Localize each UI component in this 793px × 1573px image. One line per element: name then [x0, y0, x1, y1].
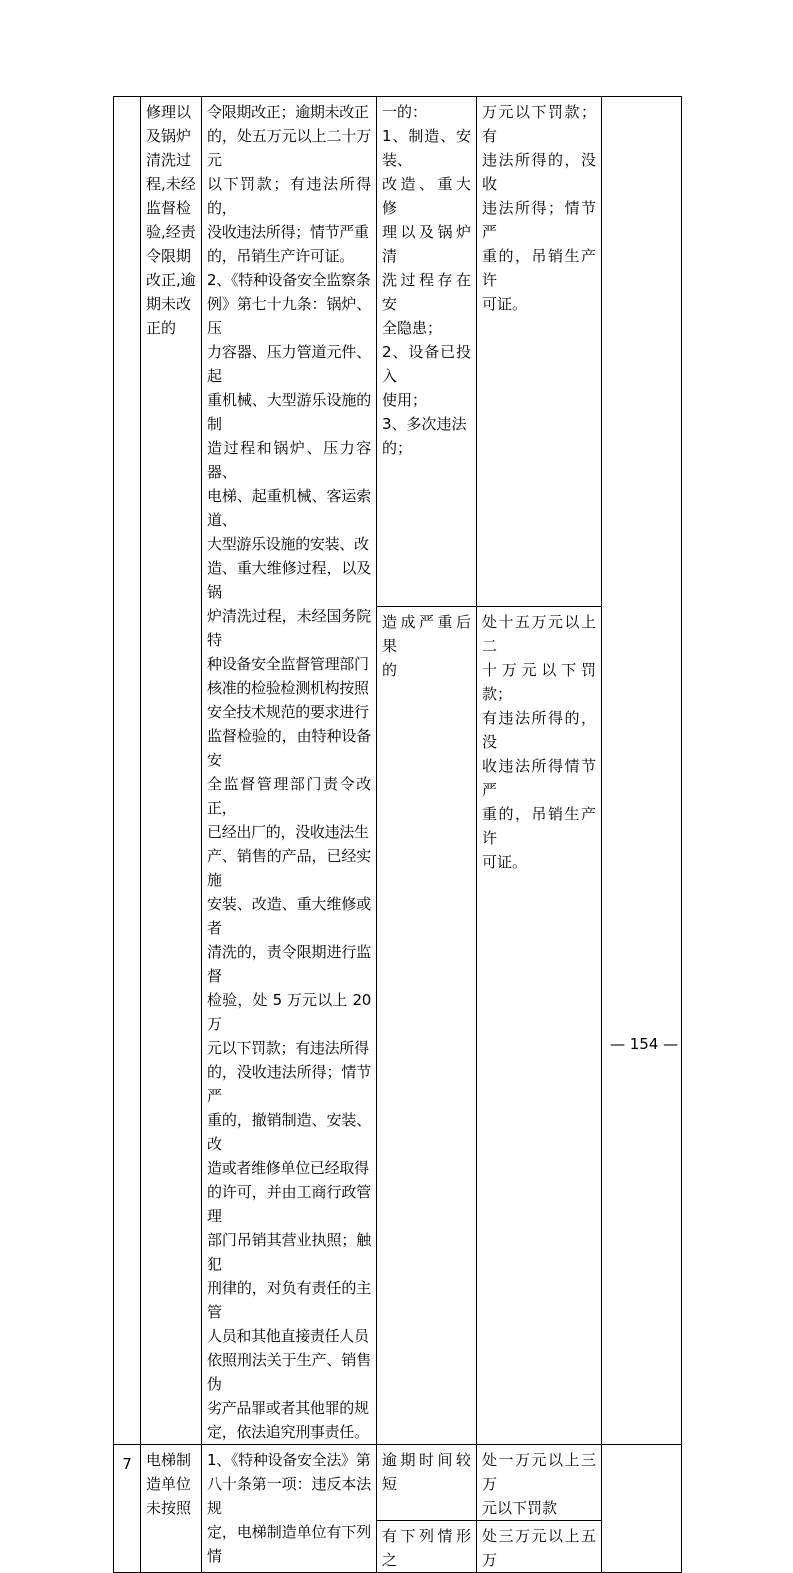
violation-item-cell: 电梯制 造单位 未按照 [141, 1445, 202, 1573]
page-number: — 154 — [610, 1035, 679, 1053]
table-row [114, 1445, 682, 1521]
legal-basis-cell: 令限期改正；逾期未改正 的，处五万元以上二十万元 以下罚款；有违法所得的， 没收违法所得；情节严重 的，吊销生产许可证。 2、《特种设备安全监察条 例》第七十九条：锅炉、压 力容器、压力管道元件、起 重机械、大型游乐设施的制 造过程和锅炉、压力容器、 电梯、起重机械、客运索道、 大型游乐设施的安装、改 造、重大维修过程，以及锅 炉清洗过程，未经国务院特 种设备安全监督管理部门 核准的检验检测机构按照 安全技术规范的要求进行 监督检验的，由特种设备安 全监督管理部门责令改正， 已经出厂的，没收违法生 产、销售的产品，已经实施 安装、改造、重大维修或者 清洗的，责令限期进行监督 检验，处 5 万元以上 20 万 元以下罚款；有违法所得 的，没收违法所得；情节严 重的，撤销制造、安装、改 造或者维修单位已经取得 的许可，并由工商行政管理 部门吊销其营业执照；触犯 刑律的，对负有责任的主管 人员和其他直接责任人员 依照刑法关于生产、销售伪 劣产品罪或者其他罪的规 定，依法追究刑事责任。 [202, 97, 377, 1445]
penalty-table [113, 96, 682, 1573]
legal-basis-cell: 1、《特种设备安全法》第 八十条第一项：违反本法规 定，电梯制造单位有下列情 [202, 1445, 377, 1573]
row-number-cell [114, 97, 141, 1445]
circumstance-cell: 逾期时间较短 [377, 1445, 477, 1521]
circumstance-cell: 有下列情形之 [377, 1521, 477, 1573]
row-number-cell: 7 [114, 1445, 141, 1573]
circumstance-cell: 造成严重后果 的 [377, 607, 477, 1445]
table-row [114, 97, 682, 607]
penalty-standard-cell: 处十五万元以上二 十万元以下罚款； 有违法所得的，没 收违法所得情节严 重的，吊销生产许 可证。 [477, 607, 602, 1445]
penalty-standard-cell: 处三万元以上五万 [477, 1521, 602, 1573]
circumstance-cell: 一的： 1、制造、安装、 改造、重大修 理以及锅炉清 洗过程存在安 全隐患； 2、设备已投入 使用； 3、多次违法 的； [377, 97, 477, 607]
penalty-standard-cell: 万元以下罚款；有 违法所得的，没收 违法所得；情节严 重的，吊销生产许 可证。 [477, 97, 602, 607]
note-cell [602, 97, 682, 1445]
note-cell [602, 1445, 682, 1573]
penalty-standard-cell: 处一万元以上三万 元以下罚款 [477, 1445, 602, 1521]
violation-item-cell: 修理以 及锅炉 清洗过 程,未经 监督检 验,经责 令限期 改正,逾 期未改 正的 [141, 97, 202, 1445]
